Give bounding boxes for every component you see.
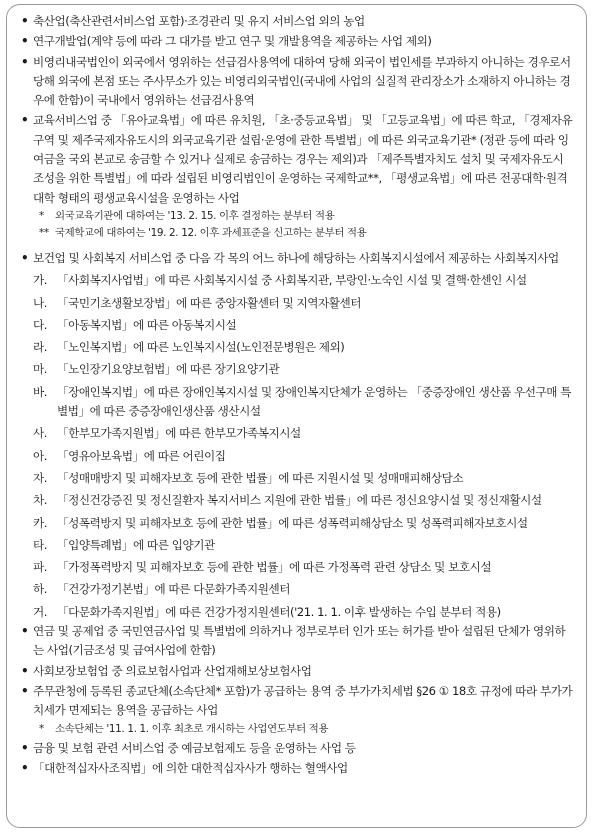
list-item (21, 682, 574, 721)
sub-item-mark: 거. (33, 604, 47, 619)
sub-item (21, 536, 574, 555)
sub-item-text: 「영유아보육법」에 따른 어린이집 (57, 448, 226, 463)
list-item (21, 111, 574, 207)
list-item-text: 금융 및 보험 관련 서비스업 중 예금보험제도 등을 운영하는 사업 등 (33, 740, 356, 755)
footnote (21, 721, 574, 738)
bullet-mark: • (21, 113, 29, 128)
sub-item-text: 「국민기초생활보장법」에 따른 중앙자활센터 및 지역자활센터 (57, 295, 361, 310)
sub-item (21, 360, 574, 379)
bullet-mark: • (21, 34, 29, 49)
bullet-mark: • (21, 54, 29, 69)
sub-item (21, 294, 574, 313)
sub-item-mark: 가. (33, 273, 47, 288)
footnote (21, 208, 574, 225)
list-item-text: 「대한적십자사조직법」에 의한 대한적십자사가 행하는 혈액사업 (33, 760, 348, 775)
bullet-mark: • (21, 760, 29, 775)
sub-item (21, 491, 574, 510)
list-item (21, 12, 574, 31)
sub-item (21, 514, 574, 533)
bullet-mark: • (21, 624, 29, 639)
document-box (6, 4, 587, 828)
list-item (21, 759, 574, 778)
sub-item-text: 「다문화가족지원법」에 따른 건강가정지원센터('21. 1. 1. 이후 발생하는 수입 분부터 적용) (57, 604, 501, 619)
bullet-mark: • (21, 14, 29, 28)
footnote-mark: * (39, 209, 44, 222)
footnote-mark: * (39, 722, 44, 735)
sub-item-text: 「장애인복지법」에 따른 장애인복지시설 및 장애인복지단체가 운영하는 「중증장애인 생산품 우선구매 특별법」에 따른 중증장애인생산품 생산시설 (57, 384, 572, 419)
sub-item-mark: 나. (33, 295, 47, 310)
sub-item (21, 316, 574, 335)
sub-item-mark: 라. (33, 340, 47, 355)
sub-item-mark: 차. (33, 493, 47, 508)
list-item-text: 연금 및 공제업 중 국민연금사업 및 특별법에 의하거나 정부로부터 인가 또는 허가를 받아 설립된 단체가 영위하는 사업(기금조성 및 급여사업에 한함) (33, 624, 566, 658)
sub-item-mark: 카. (33, 515, 47, 530)
sub-item (21, 271, 574, 290)
sub-item-text: 「성폭력방지 및 피해자보호 등에 관한 법률」에 따른 성폭력피해상담소 및 성폭력피해자보호시설 (57, 515, 528, 530)
bullet-mark: • (21, 740, 29, 755)
footnote-text: 소속단체는 '11. 1. 1. 이후 최초로 개시하는 사업연도부터 적용 (55, 722, 329, 735)
bullet-mark: • (21, 250, 29, 265)
sub-item-text: 「정신건강증진 및 정신질환자 복지서비스 지원에 관한 법률」에 따른 정신요양시설 및 정신재활시설 (57, 493, 542, 508)
sub-item (21, 558, 574, 577)
footnote-text: 외국교육기관에 대하여는 '13. 2. 15. 이후 결정하는 분부터 적용 (55, 209, 335, 222)
list-item-text: 교육서비스업 중 「유아교육법」에 따른 유치원, 「초·중등교육법」 및 「고등교육법」에 따른 학교, 「경제자유구역 및 제주국제자유도시의 외국교육기관 설립·운영에 관한 특별법」에 따른 외국교육기관* (정관 등에 따라 잉여금을 국외 본교로 송금할 수 있거나 실제로 송금하는 경우는 제외)과 「제주특별자치도 설치 및 국제자유도시 조성을 위한 특별법」에 따라 설립된 비영리법인이 운영하는 국제학교**, 「평생교육법」에 따른 전공대학·원격대학 형태의 평생교육시설을 운영하는 사업 (33, 113, 573, 205)
sub-item-mark: 아. (33, 448, 47, 463)
list-item (21, 739, 574, 758)
list-item (21, 622, 574, 661)
sub-item-mark: 사. (33, 426, 47, 441)
sub-item-mark: 다. (33, 317, 47, 332)
sub-item-text: 「노인장기요양보험법」에 따른 장기요양기관 (57, 362, 280, 377)
footnote-mark: ** (39, 226, 49, 239)
list-item-welfare (21, 249, 574, 268)
sub-item-mark: 파. (33, 560, 47, 575)
list-item-text: 비영리내국법인이 외국에서 영위하는 선급검사용역에 대하여 당해 외국이 법인세를 부과하지 아니하는 경우로서 당해 외국에 본점 또는 주사무소가 있는 비영리외국법인(국내에 사업의 실질적 관리장소가 소재하지 아니하는 경우에 한함)이 국내에서 영위하는 선급검사용역 (33, 54, 571, 108)
list-item (21, 662, 574, 681)
sub-item-text: 「아동복지법」에 따른 아동복지시설 (57, 317, 237, 332)
sub-item (21, 338, 574, 357)
bullet-mark: • (21, 683, 29, 698)
sub-item-text: 「한부모가족지원법」에 따른 한부모가족복지시설 (57, 426, 301, 441)
sub-item-mark: 자. (33, 470, 47, 485)
sub-item-text: 「가정폭력방지 및 피해자보호 등에 관한 법률」에 따른 가정폭력 관련 상담소 및 보호시설 (57, 560, 492, 575)
sub-item-mark: 타. (33, 537, 47, 552)
sub-item-text: 「건강가정기본법」에 따른 다문화가족지원센터 (57, 582, 291, 597)
sub-item (21, 447, 574, 466)
list-item (21, 53, 574, 111)
sub-item-mark: 하. (33, 582, 47, 597)
footnote (21, 225, 574, 242)
sub-item-mark: 마. (33, 362, 47, 377)
list-item-text: 축산업(축산관련서비스업 포함)·조경관리 및 유지 서비스업 외의 농업 (33, 14, 365, 28)
sub-item (21, 603, 574, 622)
sub-item (21, 469, 574, 488)
sub-item-text: 「노인복지법」에 따른 노인복지시설(노인전문병원은 제외) (57, 340, 345, 355)
list-item-text: 연구개발업(계약 등에 따라 그 대가를 받고 연구 및 개발용역을 제공하는 사업 제외) (33, 34, 432, 49)
list-item-text: 사회보장보험업 중 의료보험사업과 산업재해보상보험사업 (33, 663, 312, 678)
sub-item-mark: 바. (33, 384, 47, 399)
sub-item-text: 「사회복지사업법」에 따른 사회복지시설 중 사회복지관, 부랑인·노숙인 시설 및 결핵·한센인 시설 (57, 273, 527, 288)
bullet-mark: • (21, 663, 29, 678)
sub-item (21, 424, 574, 443)
document-content (7, 5, 586, 778)
footnote-text: 국제학교에 대하여는 '19. 2. 12. 이후 과세표준을 신고하는 분부터 적용 (55, 226, 367, 239)
list-item-text: 보건업 및 사회복지 서비스업 중 다음 각 목의 어느 하나에 해당하는 사회복지시설에서 제공하는 사회복지사업 (33, 250, 559, 265)
sub-item (21, 383, 574, 422)
list-item-text: 주무관청에 등록된 종교단체(소속단체* 포함)가 공급하는 용역 중 부가가치세법 §26 ① 18호 규정에 따라 부가가치세가 면제되는 용역을 공급하는 사업 (33, 683, 573, 718)
list-item (21, 32, 574, 51)
sub-item (21, 580, 574, 599)
sub-item-text: 「성매매방지 및 피해자보호 등에 관한 법률」에 따른 지원시설 및 성매매피해상담소 (57, 470, 464, 485)
sub-item-text: 「입양특례법」에 따른 입양기관 (57, 537, 215, 552)
